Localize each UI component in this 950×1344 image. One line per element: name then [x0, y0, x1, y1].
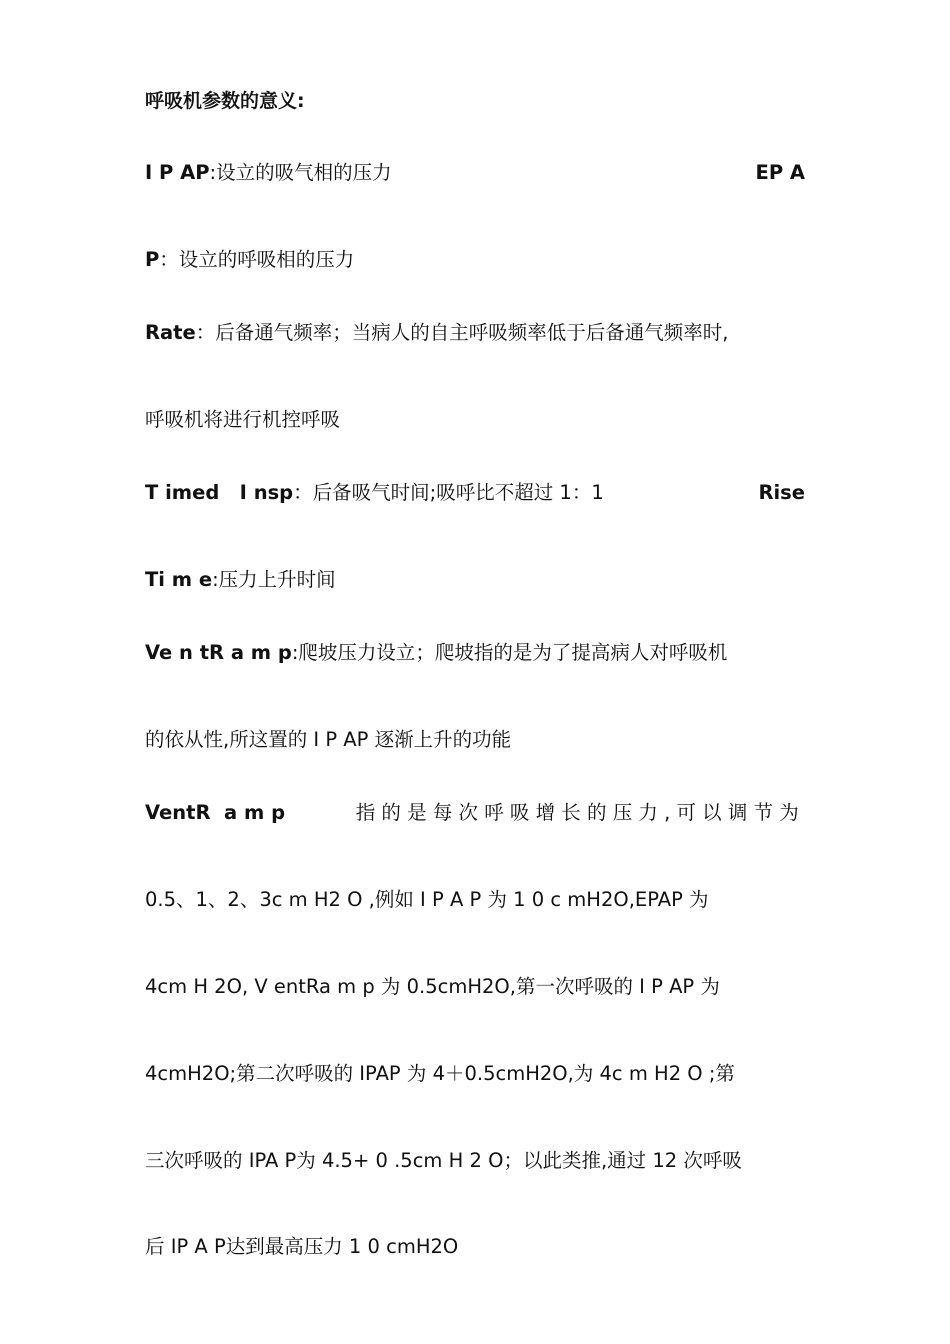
epap-term-end: P: [145, 248, 160, 271]
rate-line: [145, 320, 805, 346]
timed-insp-desc: ：后备吸气时间;吸呼比不超过 1：1: [293, 481, 604, 504]
vent-ramp-explain-term: VentR a m p: [145, 801, 286, 824]
vent-ramp-def-continuation: 的依从性,所这置的 I P AP 逐渐上升的功能: [145, 728, 512, 751]
vent-ramp-explain-desc: 指的是每次呼吸增长的压力,可以调节为: [355, 801, 805, 824]
rate-desc: ：后备通气频率；当病人的自主呼吸频率低于后备通气频率时,: [195, 321, 729, 344]
rise-time-term: Ti m e: [145, 568, 213, 591]
vent-ramp-term: Ve n tR a m p: [145, 641, 292, 664]
rate-continuation: 呼吸机将进行机控呼吸: [145, 408, 341, 431]
vent-ramp-explain-line-4: 4cmH2O;第二次呼吸的 IPAP 为 4＋0.5cmH2O,为 4c m H2 O ;第: [145, 1062, 735, 1085]
ipap-term: I P AP: [145, 161, 210, 184]
vent-ramp-explain-line: [145, 800, 805, 826]
vent-ramp-explain-line-3: 4cm H 2O, V entRa m p 为 0.5cmH2O,第一次呼吸的 I P AP 为: [145, 975, 720, 998]
vent-ramp-explain-line-2: 0.5、1、2、3c m H2 O ,例如 I P A P 为 1 0 c mH2O,EPAP 为: [145, 888, 709, 911]
rise-term-start: Rise: [758, 481, 805, 504]
ipap-entry: [145, 160, 392, 186]
vent-ramp-def-line: [145, 640, 805, 666]
document-title: 呼吸机参数的意义:: [145, 90, 305, 112]
epap-term-start: EP A: [755, 161, 805, 184]
ipap-desc: :设立的吸气相的压力: [209, 161, 392, 184]
rise-time-line: [145, 567, 805, 593]
epap-desc: ：设立的呼吸相的压力: [159, 248, 355, 271]
rate-term: Rate: [145, 321, 196, 344]
timed-insp-line: [145, 480, 805, 506]
vent-ramp-explain-line-5: 三次呼吸的 IPA P为 4.5+ 0 .5cm H 2 O；以此类推,通过 12 次呼吸: [145, 1149, 742, 1172]
vent-ramp-explain-line-6: 后 IP A P达到最高压力 1 0 cmH2O: [145, 1235, 459, 1258]
ipap-line: [145, 160, 805, 186]
epap-line: [145, 247, 805, 273]
rise-time-desc: :压力上升时间: [212, 568, 336, 591]
timed-insp-term: T imed I nsp: [145, 481, 294, 504]
timed-insp-entry: [145, 480, 604, 506]
vent-ramp-desc: :爬坡压力设立；爬坡指的是为了提高病人对呼吸机: [291, 641, 728, 664]
